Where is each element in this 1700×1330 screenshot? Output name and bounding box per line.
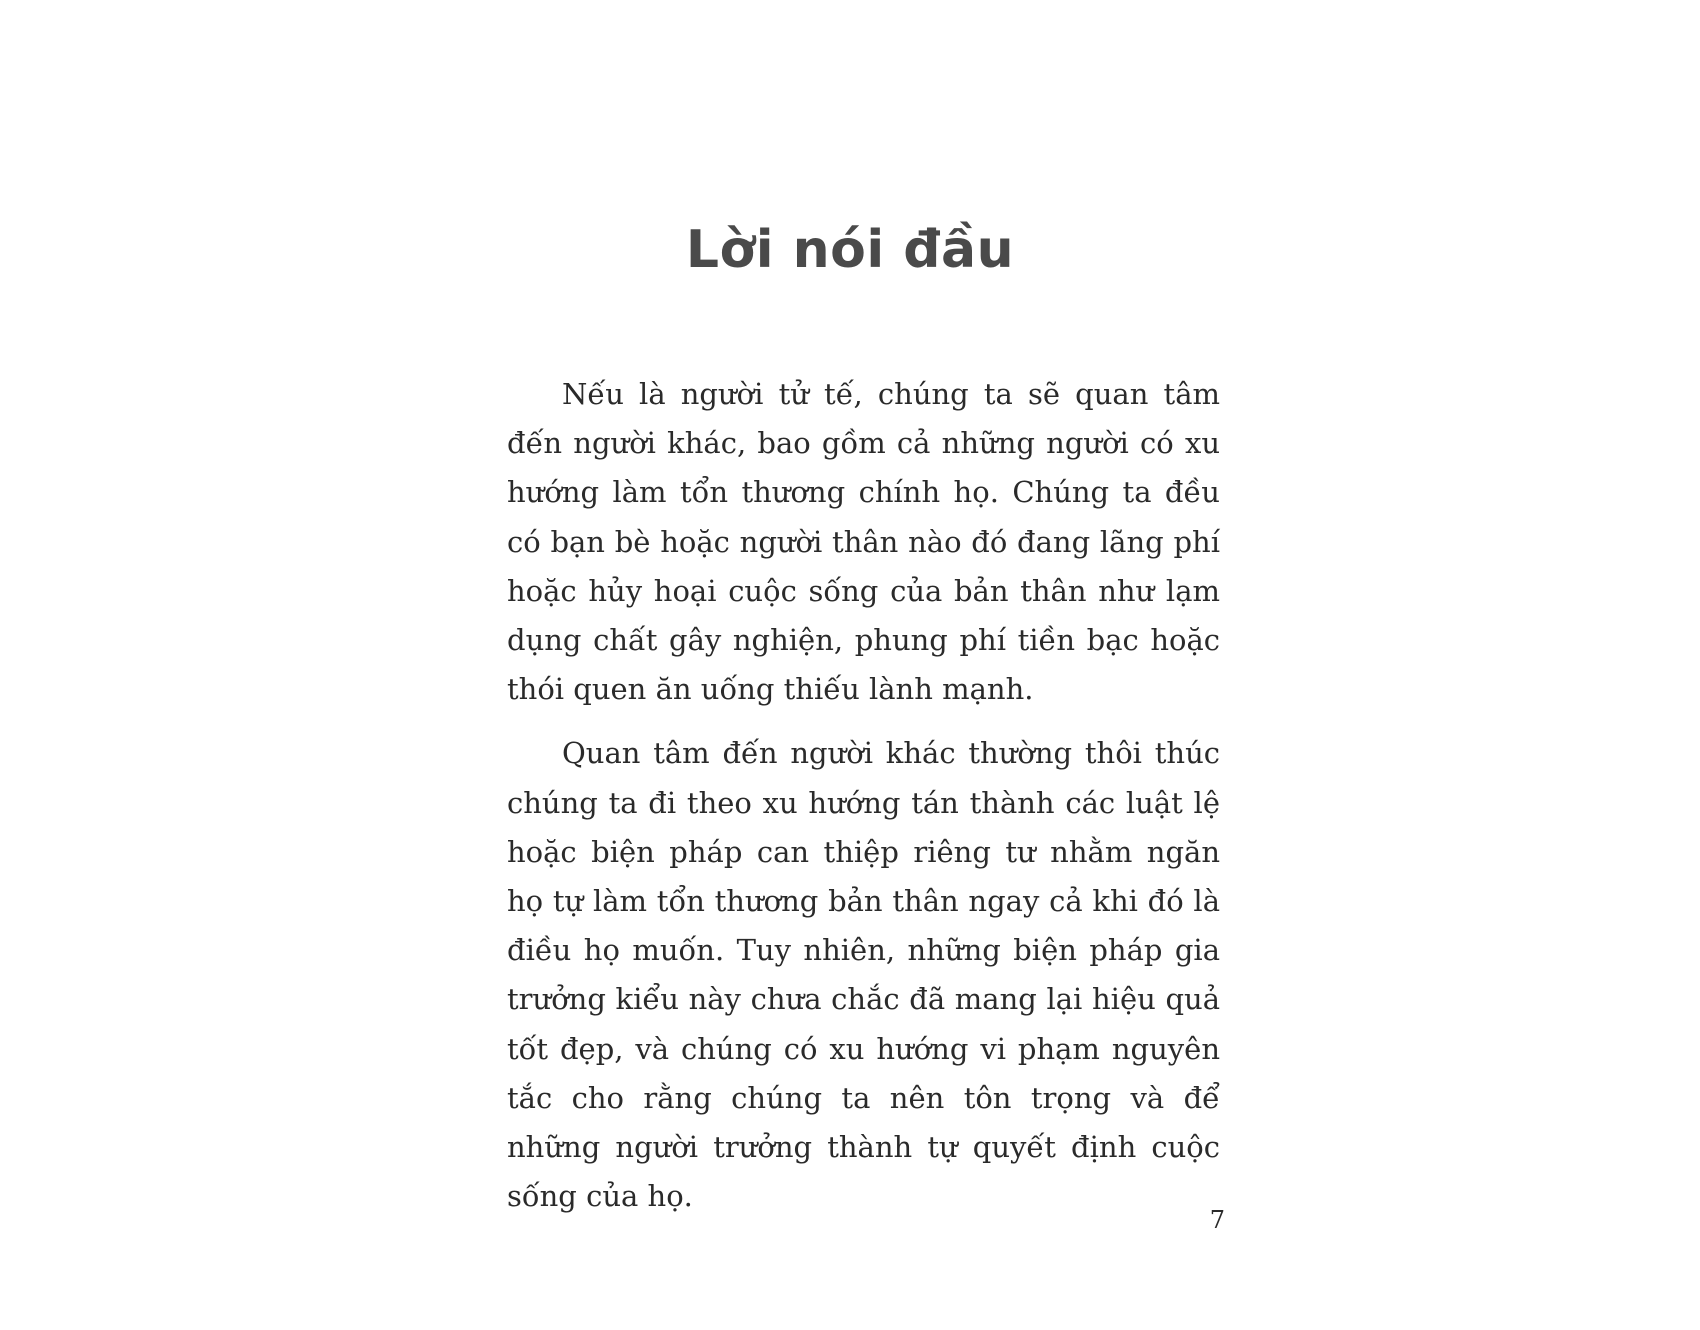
paragraph-1: Nếu là người tử tế, chúng ta sẽ quan tâm đến người khác, bao gồm cả những người có xu hướng làm tổn thương chính họ. Chúng ta đều có bạn bè hoặc người thân nào đó đang lãng phí hoặc hủy hoại cuộc sống của bản thân như lạm dụng chất gây nghiện, phung phí tiền bạc hoặc thói quen ăn uống thiếu lành mạnh. (507, 377, 1220, 707)
body-text (507, 370, 1220, 1221)
paragraph-2: Quan tâm đến người khác thường thôi thúc chúng ta đi theo xu hướng tán thành các luật lệ hoặc biện pháp can thiệp riêng tư nhằm ngăn họ tự làm tổn thương bản thân ngay cả khi đó là điều họ muốn. Tuy nhiên, những biện pháp gia trưởng kiểu này chưa chắc đã mang lại hiệu quả tốt đẹp, và chúng có xu hướng vi phạm nguyên tắc cho rằng chúng ta nên tôn trọng và để những người trưởng thành tự quyết định cuộc sống của họ. (507, 736, 1220, 1214)
chapter-title: Lời nói đầu (685, 220, 1015, 280)
page-number: 7 (1209, 1206, 1225, 1234)
